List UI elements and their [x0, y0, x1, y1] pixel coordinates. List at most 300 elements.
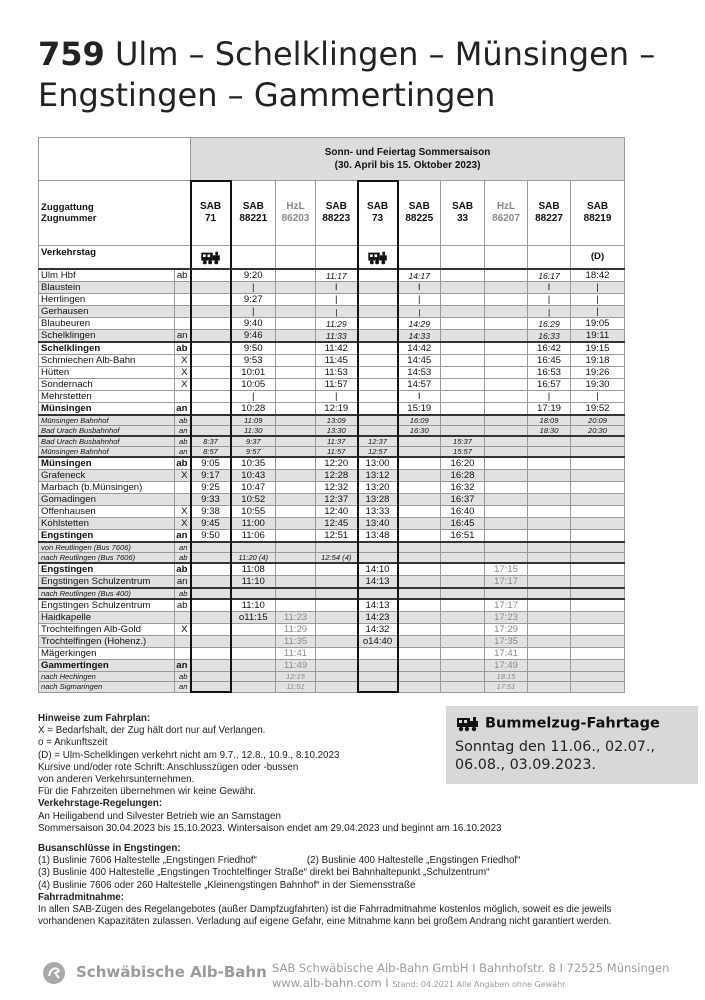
time-cell: [398, 457, 441, 470]
time-cell: 12:51: [316, 530, 358, 543]
verkehrstag-cell: [398, 246, 441, 270]
time-cell: [316, 576, 358, 589]
time-cell: [276, 470, 316, 482]
brand-name: Schwäbische Alb-Bahn: [76, 963, 267, 981]
time-cell: [191, 612, 231, 624]
verkehrstag-cell: [441, 246, 485, 270]
time-cell: [571, 682, 625, 693]
time-cell: [191, 355, 231, 367]
time-cell: 12:45: [316, 518, 358, 530]
time-cell: [231, 588, 276, 599]
time-cell: [441, 624, 485, 636]
time-cell: [358, 391, 398, 403]
time-cell: [485, 457, 528, 470]
time-cell: [528, 447, 571, 458]
time-cell: [398, 682, 441, 693]
time-cell: 11:35: [276, 636, 316, 648]
time-cell: [358, 553, 398, 564]
note-line: (D) = Ulm-Schelklingen verkehrt nicht am 9.7., 12.8., 10.9., 8.10.2023: [38, 749, 340, 761]
time-cell: [358, 282, 398, 294]
time-cell: 16:57: [528, 379, 571, 391]
time-cell: [191, 624, 231, 636]
note-line: (4) Buslinie 7606 oder 260 Haltestelle „Kleinengstingen Bahnhof“ in der Siemensstraße: [38, 879, 416, 891]
stop-suffix: an: [175, 447, 191, 458]
season-header: Sonn- und Feiertag Sommersaison (30. April bis 15. Oktober 2023): [191, 138, 625, 181]
time-cell: 11:08: [231, 563, 276, 576]
time-cell: 9:33: [191, 494, 231, 506]
note-line: In allen SAB-Zügen des Regelangebotes (außer Dampfzugfahrten) ist die Fahrradmitnahme kostenlos möglich, soweit es die jeweils: [38, 904, 612, 916]
time-cell: [191, 576, 231, 589]
time-cell: 20:30: [571, 426, 625, 437]
time-cell: [398, 494, 441, 506]
table-row: [39, 415, 625, 426]
stop-suffix: ab: [175, 563, 191, 576]
time-cell: 11:29: [276, 624, 316, 636]
train-column-header: SAB 71: [191, 181, 231, 246]
time-cell: I: [398, 391, 441, 403]
table-row: [39, 403, 625, 416]
time-cell: |: [231, 282, 276, 294]
station-name: Bad Urach Busbahnhof: [39, 436, 175, 447]
time-cell: [398, 482, 441, 494]
station-name: Ulm Hbf: [39, 269, 175, 282]
time-cell: [191, 403, 231, 416]
time-cell: [316, 599, 358, 612]
note-line: An Heiligabend und Silvester Betrieb wie an Samstagen: [38, 810, 281, 822]
time-cell: [485, 530, 528, 543]
time-cell: [358, 588, 398, 599]
time-cell: [571, 599, 625, 612]
time-cell: [231, 542, 276, 553]
time-cell: [485, 426, 528, 437]
note-line: von anderen Verkehrsunternehmen.: [38, 774, 195, 786]
verkehrstag-cell: [528, 246, 571, 270]
time-cell: [485, 391, 528, 403]
time-cell: 16:45: [441, 518, 485, 530]
station-name: von Reutlingen (Bus 7606): [39, 542, 175, 553]
table-row: [39, 494, 625, 506]
time-cell: [316, 563, 358, 576]
verkehrstag-label: Verkehrstag: [39, 246, 191, 270]
time-cell: 9:53: [231, 355, 276, 367]
steam-train-icon: [367, 250, 389, 265]
time-cell: 17:29: [485, 624, 528, 636]
stop-suffix: X: [175, 355, 191, 367]
notes-heading: Verkehrstage-Regelungen:: [38, 798, 163, 810]
table-row: [39, 330, 625, 343]
station-name: Gerhausen: [39, 306, 175, 318]
time-cell: [398, 672, 441, 682]
time-cell: |: [528, 294, 571, 306]
time-cell: [191, 588, 231, 599]
time-cell: 18:30: [528, 426, 571, 437]
station-name: nach Sigmaringen: [39, 682, 175, 693]
stop-suffix: an: [175, 530, 191, 543]
note-line: o = Ankunftszeit: [38, 737, 108, 749]
time-cell: 19:26: [571, 367, 625, 379]
station-name: Gammertingen: [39, 660, 175, 672]
time-cell: 10:52: [231, 494, 276, 506]
time-cell: [398, 612, 441, 624]
time-cell: o14:40: [358, 636, 398, 648]
train-column-header: SAB 33: [441, 181, 485, 246]
table-row: [39, 506, 625, 518]
bummelzug-title: [456, 715, 660, 732]
line-number: 759: [38, 35, 105, 73]
time-cell: [571, 624, 625, 636]
table-row: [39, 660, 625, 672]
time-cell: 10:01: [231, 367, 276, 379]
time-cell: 14:53: [398, 367, 441, 379]
time-cell: [398, 470, 441, 482]
time-cell: |: [398, 294, 441, 306]
time-cell: 14:45: [398, 355, 441, 367]
time-cell: 12:15: [276, 672, 316, 682]
time-cell: [485, 553, 528, 564]
verkehrstag-cell: (D): [571, 246, 625, 270]
time-cell: 14:42: [398, 342, 441, 355]
time-cell: [441, 367, 485, 379]
time-cell: [276, 294, 316, 306]
time-cell: [528, 482, 571, 494]
time-cell: 19:30: [571, 379, 625, 391]
time-cell: 16:45: [528, 355, 571, 367]
time-cell: [358, 306, 398, 318]
time-cell: [441, 599, 485, 612]
stop-suffix: an: [175, 682, 191, 693]
time-cell: 11:49: [276, 660, 316, 672]
stop-suffix: X: [175, 624, 191, 636]
time-cell: [276, 563, 316, 576]
time-cell: 17:15: [485, 563, 528, 576]
time-cell: 13:40: [358, 518, 398, 530]
time-cell: [441, 379, 485, 391]
time-cell: [191, 318, 231, 330]
time-cell: [528, 636, 571, 648]
time-cell: [485, 506, 528, 518]
table-row: [39, 367, 625, 379]
time-cell: 16:28: [441, 470, 485, 482]
time-cell: [358, 403, 398, 416]
time-cell: 10:05: [231, 379, 276, 391]
time-cell: 17:17: [485, 576, 528, 589]
time-cell: [358, 415, 398, 426]
stop-suffix: ab: [175, 588, 191, 599]
time-cell: [571, 612, 625, 624]
verkehrstag-cell: [191, 246, 231, 270]
stop-suffix: ab: [175, 436, 191, 447]
time-cell: 11:20 (4): [231, 553, 276, 564]
time-cell: [276, 269, 316, 282]
table-row: [39, 612, 625, 624]
table-row: [39, 553, 625, 564]
stop-suffix: [175, 391, 191, 403]
bummelzug-dates: Sonntag den 11.06., 02.07., 06.08., 03.09.2023.: [455, 739, 655, 773]
time-cell: [358, 682, 398, 693]
station-name: Mehrstetten: [39, 391, 175, 403]
table-row: [39, 576, 625, 589]
note-line: Sommersaison 30.04.2023 bis 15.10.2023. Wintersaison endet am 29.04.2023 und beginnt am 16.10.2023: [38, 822, 502, 834]
table-row: [39, 599, 625, 612]
time-cell: 12:37: [358, 436, 398, 447]
time-cell: [276, 506, 316, 518]
time-cell: [441, 415, 485, 426]
time-cell: I: [316, 282, 358, 294]
time-cell: |: [571, 391, 625, 403]
time-cell: [485, 342, 528, 355]
station-name: Sondernach: [39, 379, 175, 391]
station-name: Münsingen Bahnhof: [39, 447, 175, 458]
note-line: [38, 855, 678, 867]
gattung-label: Zuggattung Zugnummer: [39, 181, 191, 246]
station-name: Bad Urach Busbahnhof: [39, 426, 175, 437]
time-cell: 13:20: [358, 482, 398, 494]
time-cell: [358, 426, 398, 437]
stop-suffix: an: [175, 542, 191, 553]
time-cell: [571, 457, 625, 470]
table-row: [39, 636, 625, 648]
stop-suffix: ab: [175, 672, 191, 682]
time-cell: 9:45: [191, 518, 231, 530]
time-cell: [358, 648, 398, 660]
table-row: [39, 588, 625, 599]
stop-suffix: X: [175, 506, 191, 518]
time-cell: 18:15: [485, 672, 528, 682]
time-cell: [485, 470, 528, 482]
station-name: Blaustein: [39, 282, 175, 294]
time-cell: 11:00: [231, 518, 276, 530]
time-cell: 19:18: [571, 355, 625, 367]
station-name: Schelklingen: [39, 342, 175, 355]
time-cell: [485, 355, 528, 367]
stop-suffix: [175, 282, 191, 294]
time-cell: 11:10: [231, 599, 276, 612]
table-row: [39, 355, 625, 367]
time-cell: [316, 672, 358, 682]
time-cell: 14:17: [398, 269, 441, 282]
time-cell: 11:09: [231, 415, 276, 426]
time-cell: 17:23: [485, 612, 528, 624]
time-cell: 16:40: [441, 506, 485, 518]
stop-suffix: [175, 612, 191, 624]
table-row: [39, 391, 625, 403]
station-name: Engstingen: [39, 530, 175, 543]
time-cell: 17:51: [485, 682, 528, 693]
time-cell: [276, 426, 316, 437]
time-cell: [528, 660, 571, 672]
time-cell: [441, 542, 485, 553]
station-name: Offenhausen: [39, 506, 175, 518]
time-cell: |: [316, 294, 358, 306]
time-cell: [441, 672, 485, 682]
time-cell: 13:00: [358, 457, 398, 470]
time-cell: 11:41: [276, 648, 316, 660]
time-cell: [485, 282, 528, 294]
time-cell: 10:28: [231, 403, 276, 416]
time-cell: 19:11: [571, 330, 625, 343]
notes-heading: Busanschlüsse in Engstingen:: [38, 843, 181, 855]
time-cell: 13:28: [358, 494, 398, 506]
time-cell: [191, 306, 231, 318]
time-cell: 9:17: [191, 470, 231, 482]
time-cell: [485, 494, 528, 506]
table-row: [39, 470, 625, 482]
time-cell: [231, 682, 276, 693]
company-web: [272, 976, 567, 990]
note-line: vorhandenen Kapazitäten zulassen. Verladung auf eigene Gefahr, eine Mitnahme kann bei großem Andrang nicht garantiert werden.: [38, 916, 612, 928]
time-cell: |: [528, 306, 571, 318]
time-cell: [191, 672, 231, 682]
bummelzug-title-text: Bummelzug-Fahrtage: [485, 715, 660, 732]
time-cell: 16:51: [441, 530, 485, 543]
train-column-header: SAB 88221: [231, 181, 276, 246]
time-cell: 8:57: [191, 447, 231, 458]
header-blank: [39, 138, 191, 181]
time-cell: 17:19: [528, 403, 571, 416]
time-cell: 11:30: [231, 426, 276, 437]
time-cell: [528, 457, 571, 470]
verkehrstag-cell: [231, 246, 276, 270]
time-cell: [528, 672, 571, 682]
table-row: [39, 624, 625, 636]
time-cell: [191, 415, 231, 426]
note-line: (3) Buslinie 400 Haltestelle „Engstingen Trochtelfinger Straße“ direkt bei Bahnhaltepunkt „Schulzentrum“: [38, 867, 490, 879]
table-row: [39, 530, 625, 543]
time-cell: [398, 530, 441, 543]
time-cell: [276, 447, 316, 458]
time-cell: [528, 682, 571, 693]
stop-suffix: an: [175, 576, 191, 589]
time-cell: 11:57: [316, 379, 358, 391]
time-cell: [441, 282, 485, 294]
table-row: [39, 518, 625, 530]
time-cell: [528, 588, 571, 599]
note-line: Für die Fahrzeiten übernehmen wir keine Gewähr.: [38, 786, 256, 798]
title-line-2: Engstingen – Gammertingen: [38, 76, 496, 114]
verkehrstag-cell: [485, 246, 528, 270]
stop-suffix: [175, 306, 191, 318]
table-row: [39, 306, 625, 318]
time-cell: 16:53: [528, 367, 571, 379]
time-cell: [276, 576, 316, 589]
time-cell: 16:42: [528, 342, 571, 355]
time-cell: |: [231, 306, 276, 318]
time-cell: 10:55: [231, 506, 276, 518]
table-row: [39, 672, 625, 682]
station-name: Trochtelfingen (Hohenz.): [39, 636, 175, 648]
time-cell: [276, 494, 316, 506]
time-cell: 12:32: [316, 482, 358, 494]
time-cell: [316, 624, 358, 636]
station-name: Münsingen: [39, 457, 175, 470]
time-cell: 9:46: [231, 330, 276, 343]
time-cell: [358, 318, 398, 330]
time-cell: 16:09: [398, 415, 441, 426]
time-cell: 17:41: [485, 648, 528, 660]
time-cell: 10:47: [231, 482, 276, 494]
time-cell: [358, 672, 398, 682]
time-cell: [441, 330, 485, 343]
time-cell: [528, 576, 571, 589]
time-cell: [358, 330, 398, 343]
time-cell: |: [528, 391, 571, 403]
time-cell: [398, 660, 441, 672]
stop-suffix: ab: [175, 269, 191, 282]
time-cell: [528, 494, 571, 506]
stop-suffix: ab: [175, 599, 191, 612]
time-cell: 9:37: [231, 436, 276, 447]
time-cell: 13:09: [316, 415, 358, 426]
time-cell: 14:29: [398, 318, 441, 330]
time-cell: 16:30: [398, 426, 441, 437]
time-cell: [191, 599, 231, 612]
stop-suffix: an: [175, 403, 191, 416]
time-cell: [191, 282, 231, 294]
verkehrstag-cell: [358, 246, 398, 270]
time-cell: I: [528, 282, 571, 294]
time-cell: 17:35: [485, 636, 528, 648]
station-name: Gomadingen: [39, 494, 175, 506]
time-cell: 8:37: [191, 436, 231, 447]
time-cell: [231, 624, 276, 636]
time-cell: [231, 648, 276, 660]
time-cell: [191, 563, 231, 576]
time-cell: [485, 542, 528, 553]
time-cell: 16:17: [528, 269, 571, 282]
notes-heading: Hinweise zum Fahrplan:: [38, 713, 151, 724]
time-cell: [485, 318, 528, 330]
time-cell: [485, 294, 528, 306]
time-cell: 9:20: [231, 269, 276, 282]
time-cell: [485, 588, 528, 599]
time-cell: [231, 672, 276, 682]
stop-suffix: ab: [175, 553, 191, 564]
time-cell: [276, 342, 316, 355]
time-cell: [191, 367, 231, 379]
stop-suffix: an: [175, 426, 191, 437]
time-cell: [441, 612, 485, 624]
time-cell: 14:32: [358, 624, 398, 636]
time-cell: 10:43: [231, 470, 276, 482]
time-cell: [191, 553, 231, 564]
time-cell: |: [316, 391, 358, 403]
time-cell: 16:33: [528, 330, 571, 343]
steam-train-icon: [456, 715, 480, 732]
time-cell: [191, 660, 231, 672]
table-row: [39, 379, 625, 391]
station-name: nach Reutlingen (Bus 7606): [39, 553, 175, 564]
time-cell: [528, 518, 571, 530]
time-cell: 11:06: [231, 530, 276, 543]
time-cell: 20:09: [571, 415, 625, 426]
time-cell: [571, 506, 625, 518]
time-cell: [571, 530, 625, 543]
time-cell: [358, 294, 398, 306]
time-cell: [398, 576, 441, 589]
time-cell: 16:29: [528, 318, 571, 330]
train-column-header: SAB 88225: [398, 181, 441, 246]
time-cell: [571, 436, 625, 447]
time-cell: 15:57: [441, 447, 485, 458]
time-cell: [528, 542, 571, 553]
time-cell: [485, 518, 528, 530]
time-cell: 17:49: [485, 660, 528, 672]
time-cell: [485, 330, 528, 343]
time-cell: 18:09: [528, 415, 571, 426]
note-line: X = Bedarfshalt, der Zug hält dort nur auf Verlangen.: [38, 725, 266, 737]
train-column-header: HzL 86207: [485, 181, 528, 246]
station-name: Haidkapelle: [39, 612, 175, 624]
